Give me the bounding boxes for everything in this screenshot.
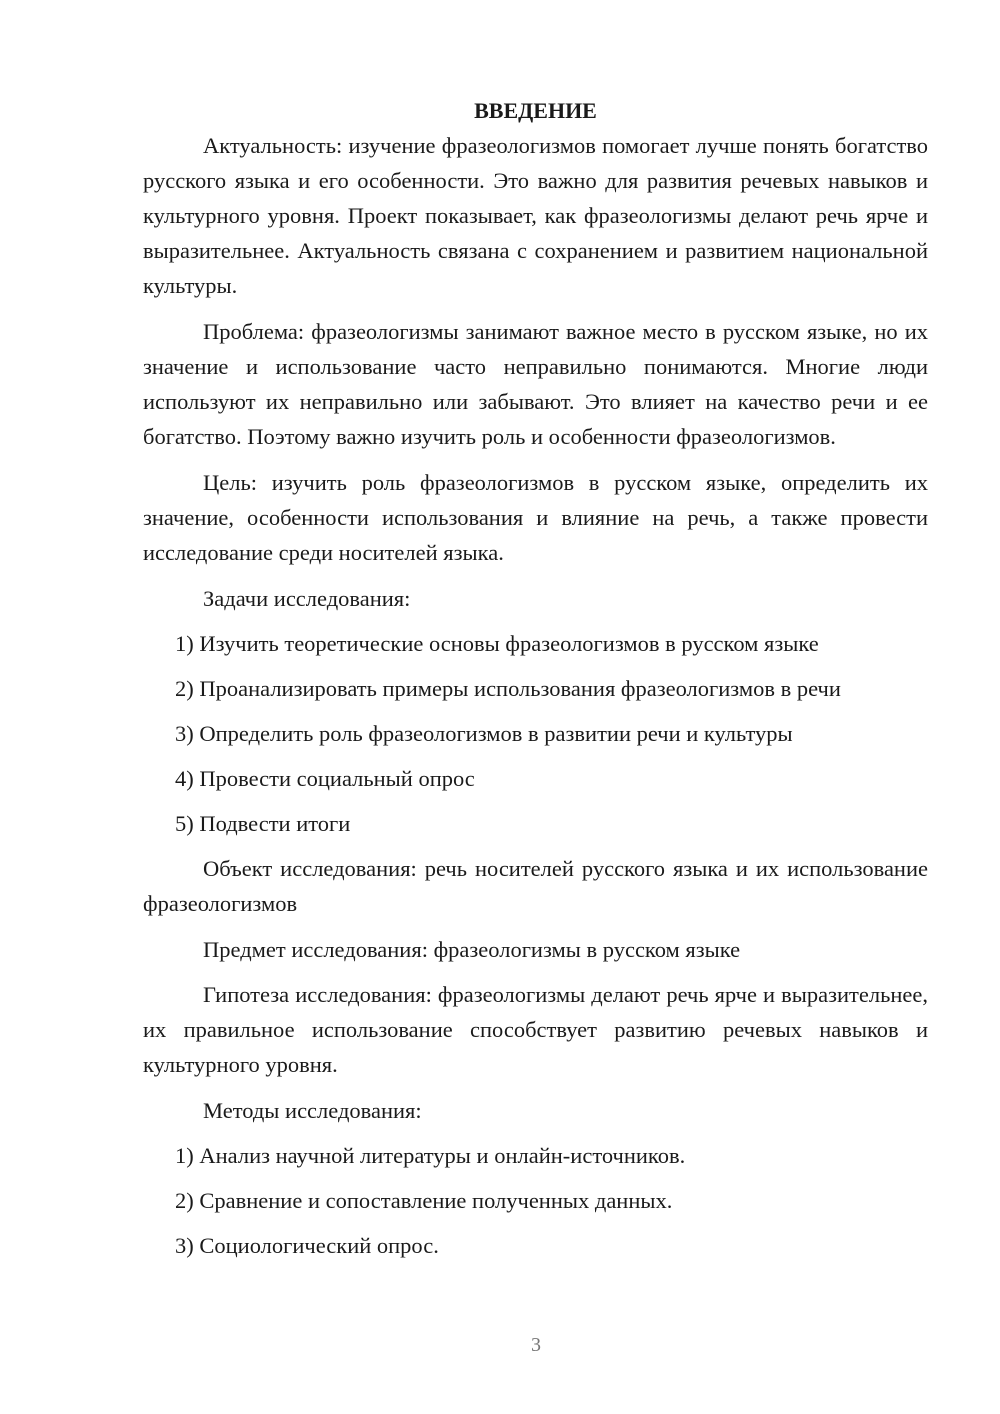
list-item: 1) Изучить теоретические основы фразеологизмов в русском языке xyxy=(175,631,819,656)
list-item: 2) Проанализировать примеры использования фразеологизмов в речи xyxy=(175,676,841,701)
paragraph-object: Объект исследования: речь носителей русского языка и их использование фразеологизмов xyxy=(143,856,928,916)
list-item: 1) Анализ научной литературы и онлайн-источников. xyxy=(175,1143,686,1168)
list-item: 2) Сравнение и сопоставление полученных данных. xyxy=(175,1188,673,1213)
list-item: 3) Определить роль фразеологизмов в развитии речи и культуры xyxy=(175,721,793,746)
list-item: 5) Подвести итоги xyxy=(175,811,351,836)
list-item: 4) Провести социальный опрос xyxy=(175,766,475,791)
methods-heading: Методы исследования: xyxy=(203,1098,422,1123)
tasks-heading: Задачи исследования: xyxy=(203,586,411,611)
paragraph-relevance: Актуальность: изучение фразеологизмов помогает лучше понять богатство русского языка и его особенности. Это важно для развития речевых навыков и культурного уровня. Проект показывает, как фразеологизмы делают речь ярче и выразительнее. Актуальность связана с сохранением и развитием национальной культуры. xyxy=(143,133,928,298)
paragraph-hypothesis: Гипотеза исследования: фразеологизмы делают речь ярче и выразительнее, их правильное использование способствует развитию речевых навыков и культурного уровня. xyxy=(143,982,928,1077)
paragraph-goal: Цель: изучить роль фразеологизмов в русском языке, определить их значение, особенности использования и влияние на речь, а также провести исследование среди носителей языка. xyxy=(143,470,928,565)
document-body xyxy=(143,93,928,1273)
paragraph-problem: Проблема: фразеологизмы занимают важное место в русском языке, но их значение и использование часто неправильно понимаются. Многие люди используют их неправильно или забывают. Это влияет на качество речи и ее богатство. Поэтому важно изучить роль и особенности фразеологизмов. xyxy=(143,319,928,449)
paragraph-subject: Предмет исследования: фразеологизмы в русском языке xyxy=(203,937,741,962)
section-title: ВВЕДЕНИЕ xyxy=(474,98,597,123)
page-number: 3 xyxy=(531,1334,541,1356)
tasks-list xyxy=(143,626,928,841)
methods-list xyxy=(143,1138,928,1263)
list-item: 3) Социологический опрос. xyxy=(175,1233,439,1258)
